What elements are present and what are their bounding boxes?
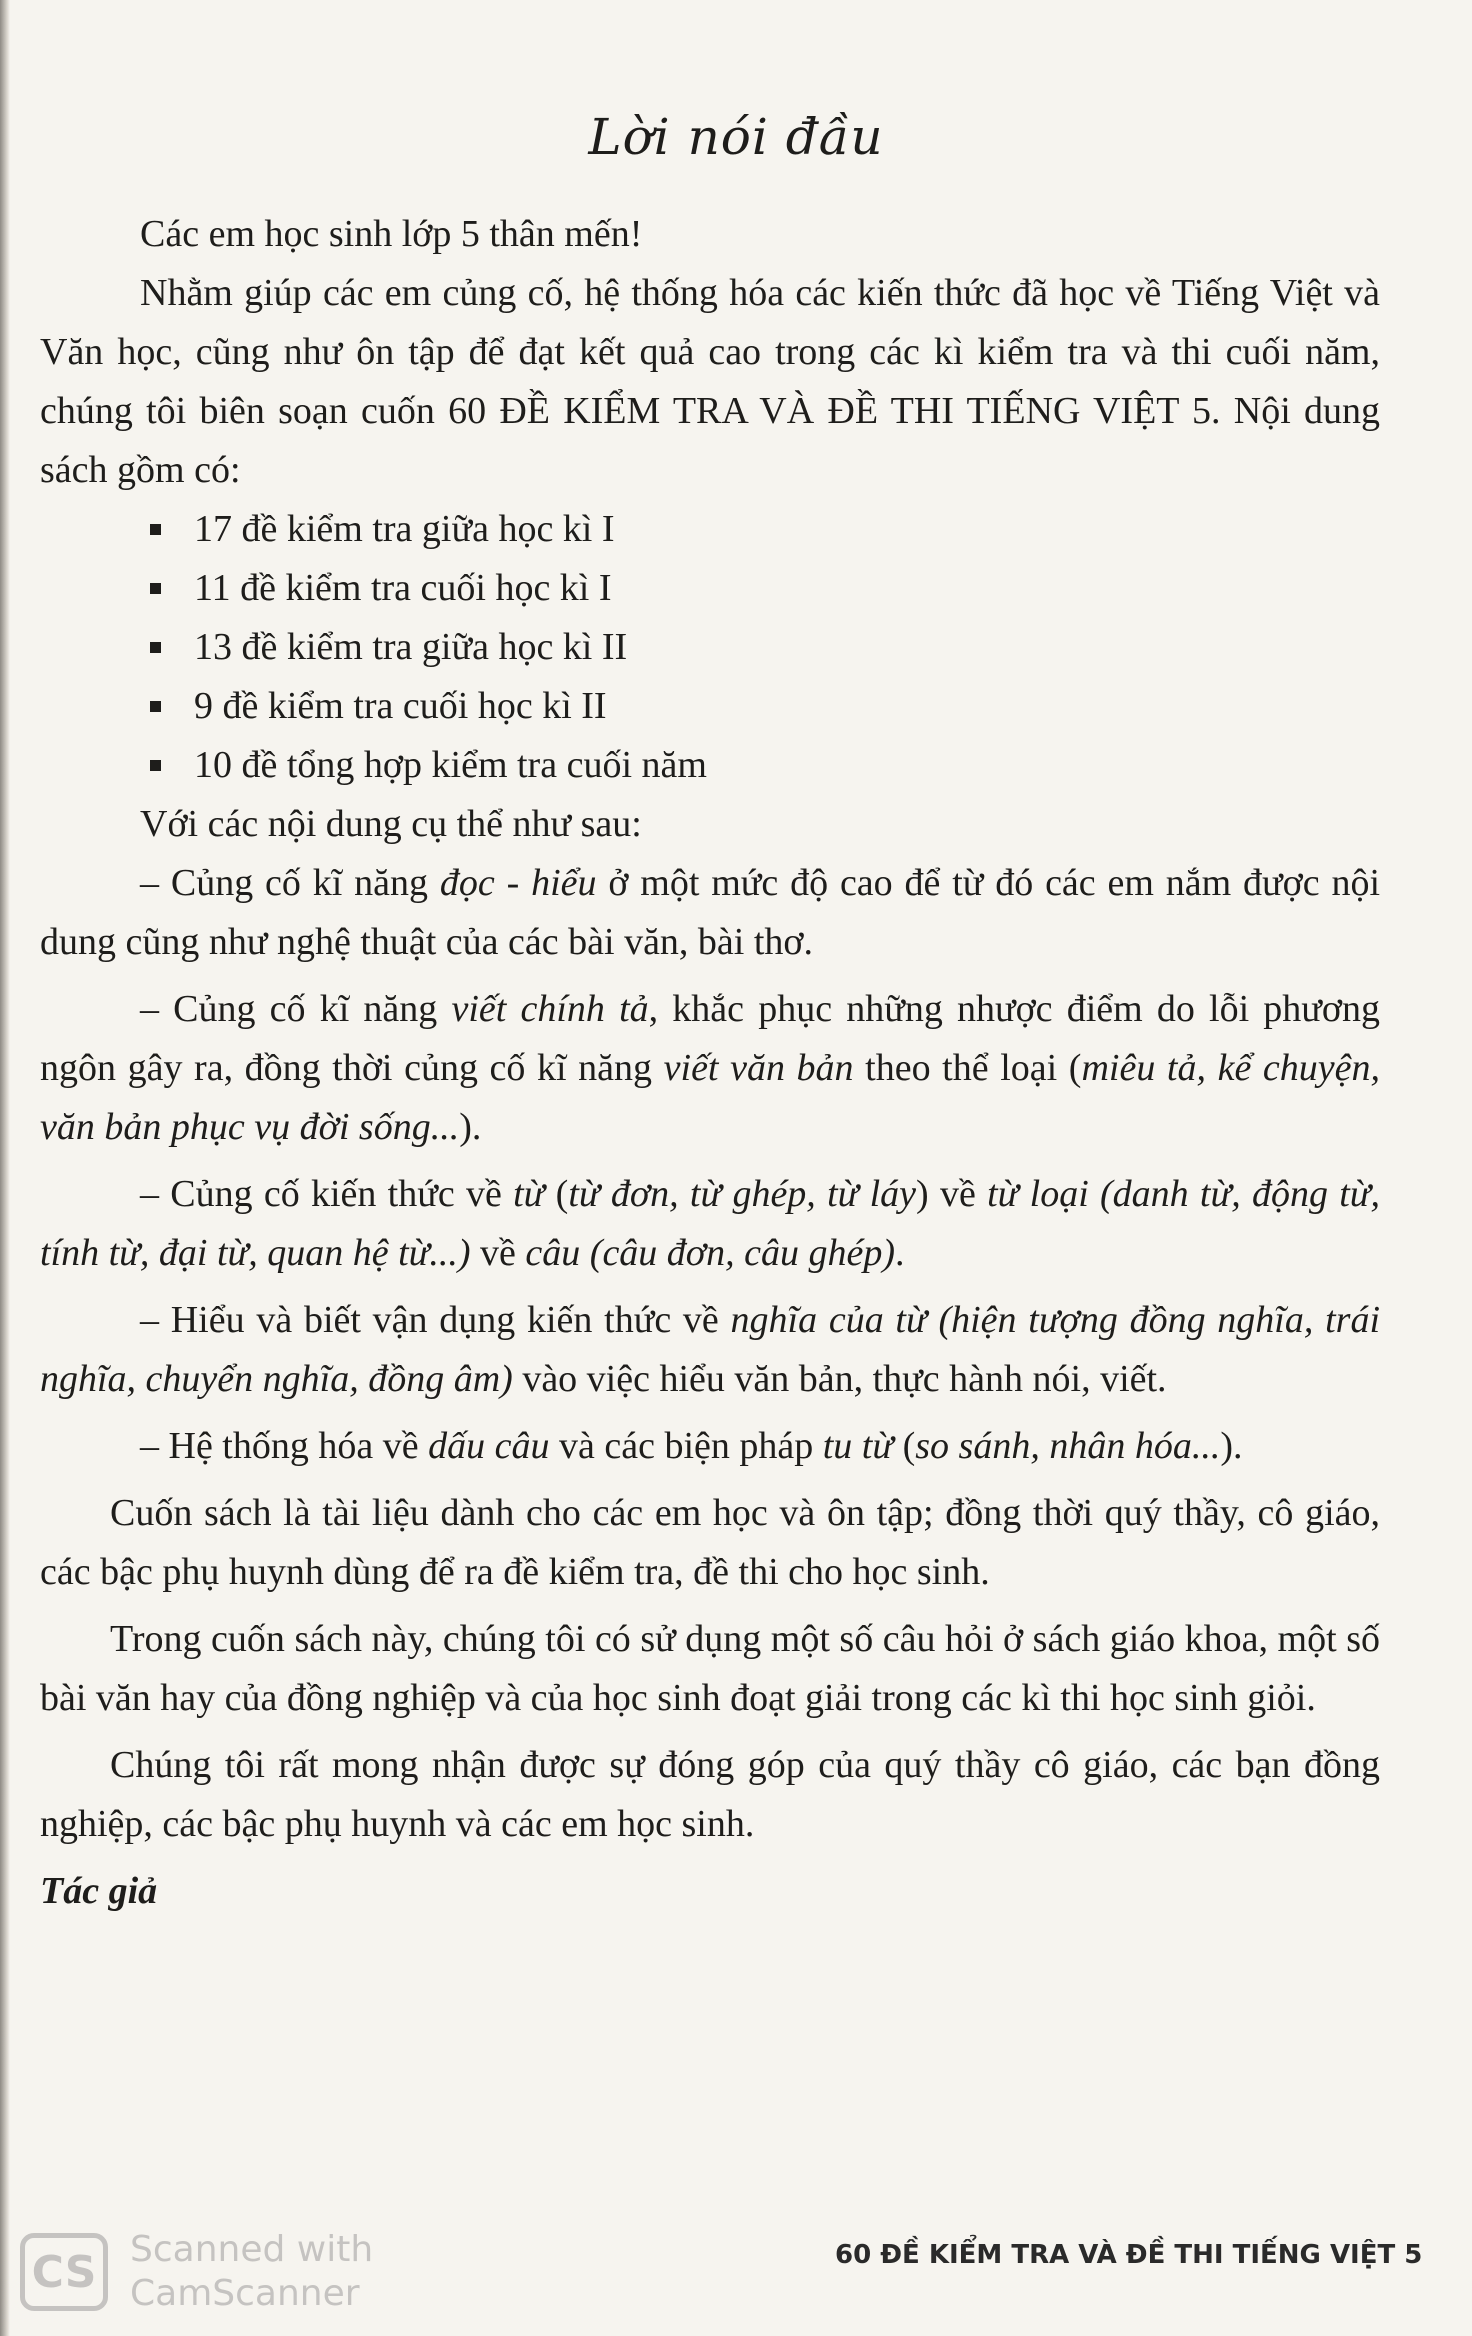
point-reading: – Củng cố kĩ năng đọc - hiểu ở một mức độ cao để từ đó các em nắm được nội dung cũng như nghệ thuật của các bài văn, bài thơ. (40, 862, 1381, 963)
point-meaning: – Hiểu và biết vận dụng kiến thức về nghĩa của từ (hiện tượng đồng nghĩa, trái nghĩa, chuyển nghĩa, đồng âm) vào việc hiểu văn bản, thực hành nói, viết. (40, 1299, 1381, 1400)
list-item: 10 đề tổng hợp kiểm tra cuối năm (150, 736, 1380, 795)
point-punctuation: – Hệ thống hóa về dấu câu và các biện pháp tu từ (so sánh, nhân hóa...). (140, 1425, 1243, 1467)
running-footer: 60 ĐỀ KIỂM TRA VÀ ĐỀ THI TIẾNG VIỆT 5 (835, 2240, 1423, 2270)
sources-paragraph: Trong cuốn sách này, chúng tôi có sử dụng một số câu hỏi ở sách giáo khoa, một số bài văn hay của đồng nghiệp và của học sinh đoạt giải trong các kì thi học sinh giỏi. (40, 1618, 1380, 1719)
intro-paragraph: Nhằm giúp các em củng cố, hệ thống hóa các kiến thức đã học về Tiếng Việt và Văn học, cũng như ôn tập để đạt kết quả cao trong các kì kiểm tra và thi cuối năm, chúng tôi biên soạn cuốn 60 ĐỀ KIỂM TRA VÀ ĐỀ THI TIẾNG VIỆT 5. Nội dung sách gồm có: (40, 272, 1380, 491)
point-writing: – Củng cố kĩ năng viết chính tả, khắc phục những nhược điểm do lỗi phương ngôn gây ra, đồng thời củng cố kĩ năng viết văn bản theo thể loại (miêu tả, kể chuyện, văn bản phục vụ đời sống...). (40, 988, 1381, 1148)
list-item: 11 đề kiểm tra cuối học kì I (150, 559, 1380, 618)
usage-paragraph: Cuốn sách là tài liệu dành cho các em học và ôn tập; đồng thời quý thầy, cô giáo, các bậc phụ huynh dùng để ra đề kiểm tra, đề thi cho học sinh. (40, 1492, 1380, 1593)
lead-line: Với các nội dung cụ thể như sau: (140, 803, 642, 845)
list-item: 13 đề kiểm tra giữa học kì II (150, 618, 1380, 677)
preface-body (40, 205, 1380, 1921)
contents-list (40, 500, 1380, 795)
point-words: – Củng cố kiến thức về từ (từ đơn, từ ghép, từ láy) về từ loại (danh từ, động từ, tính từ, đại từ, quan hệ từ...) về câu (câu đơn, câu ghép). (40, 1173, 1381, 1274)
page-edge (0, 0, 10, 2336)
thanks-paragraph: Chúng tôi rất mong nhận được sự đóng góp của quý thầy cô giáo, các bạn đồng nghiệp, các bậc phụ huynh và các em học sinh. (40, 1744, 1380, 1845)
camscanner-watermark (20, 2228, 373, 2316)
author-signature: Tác giả (40, 1870, 158, 1912)
list-item: 17 đề kiểm tra giữa học kì I (150, 500, 1380, 559)
camscanner-logo-icon: CS (20, 2233, 108, 2311)
list-item: 9 đề kiểm tra cuối học kì II (150, 677, 1380, 736)
page-title: Lời nói đầu (588, 108, 884, 166)
greeting: Các em học sinh lớp 5 thân mến! (140, 213, 643, 255)
watermark-text: Scanned with CamScanner (130, 2229, 374, 2314)
